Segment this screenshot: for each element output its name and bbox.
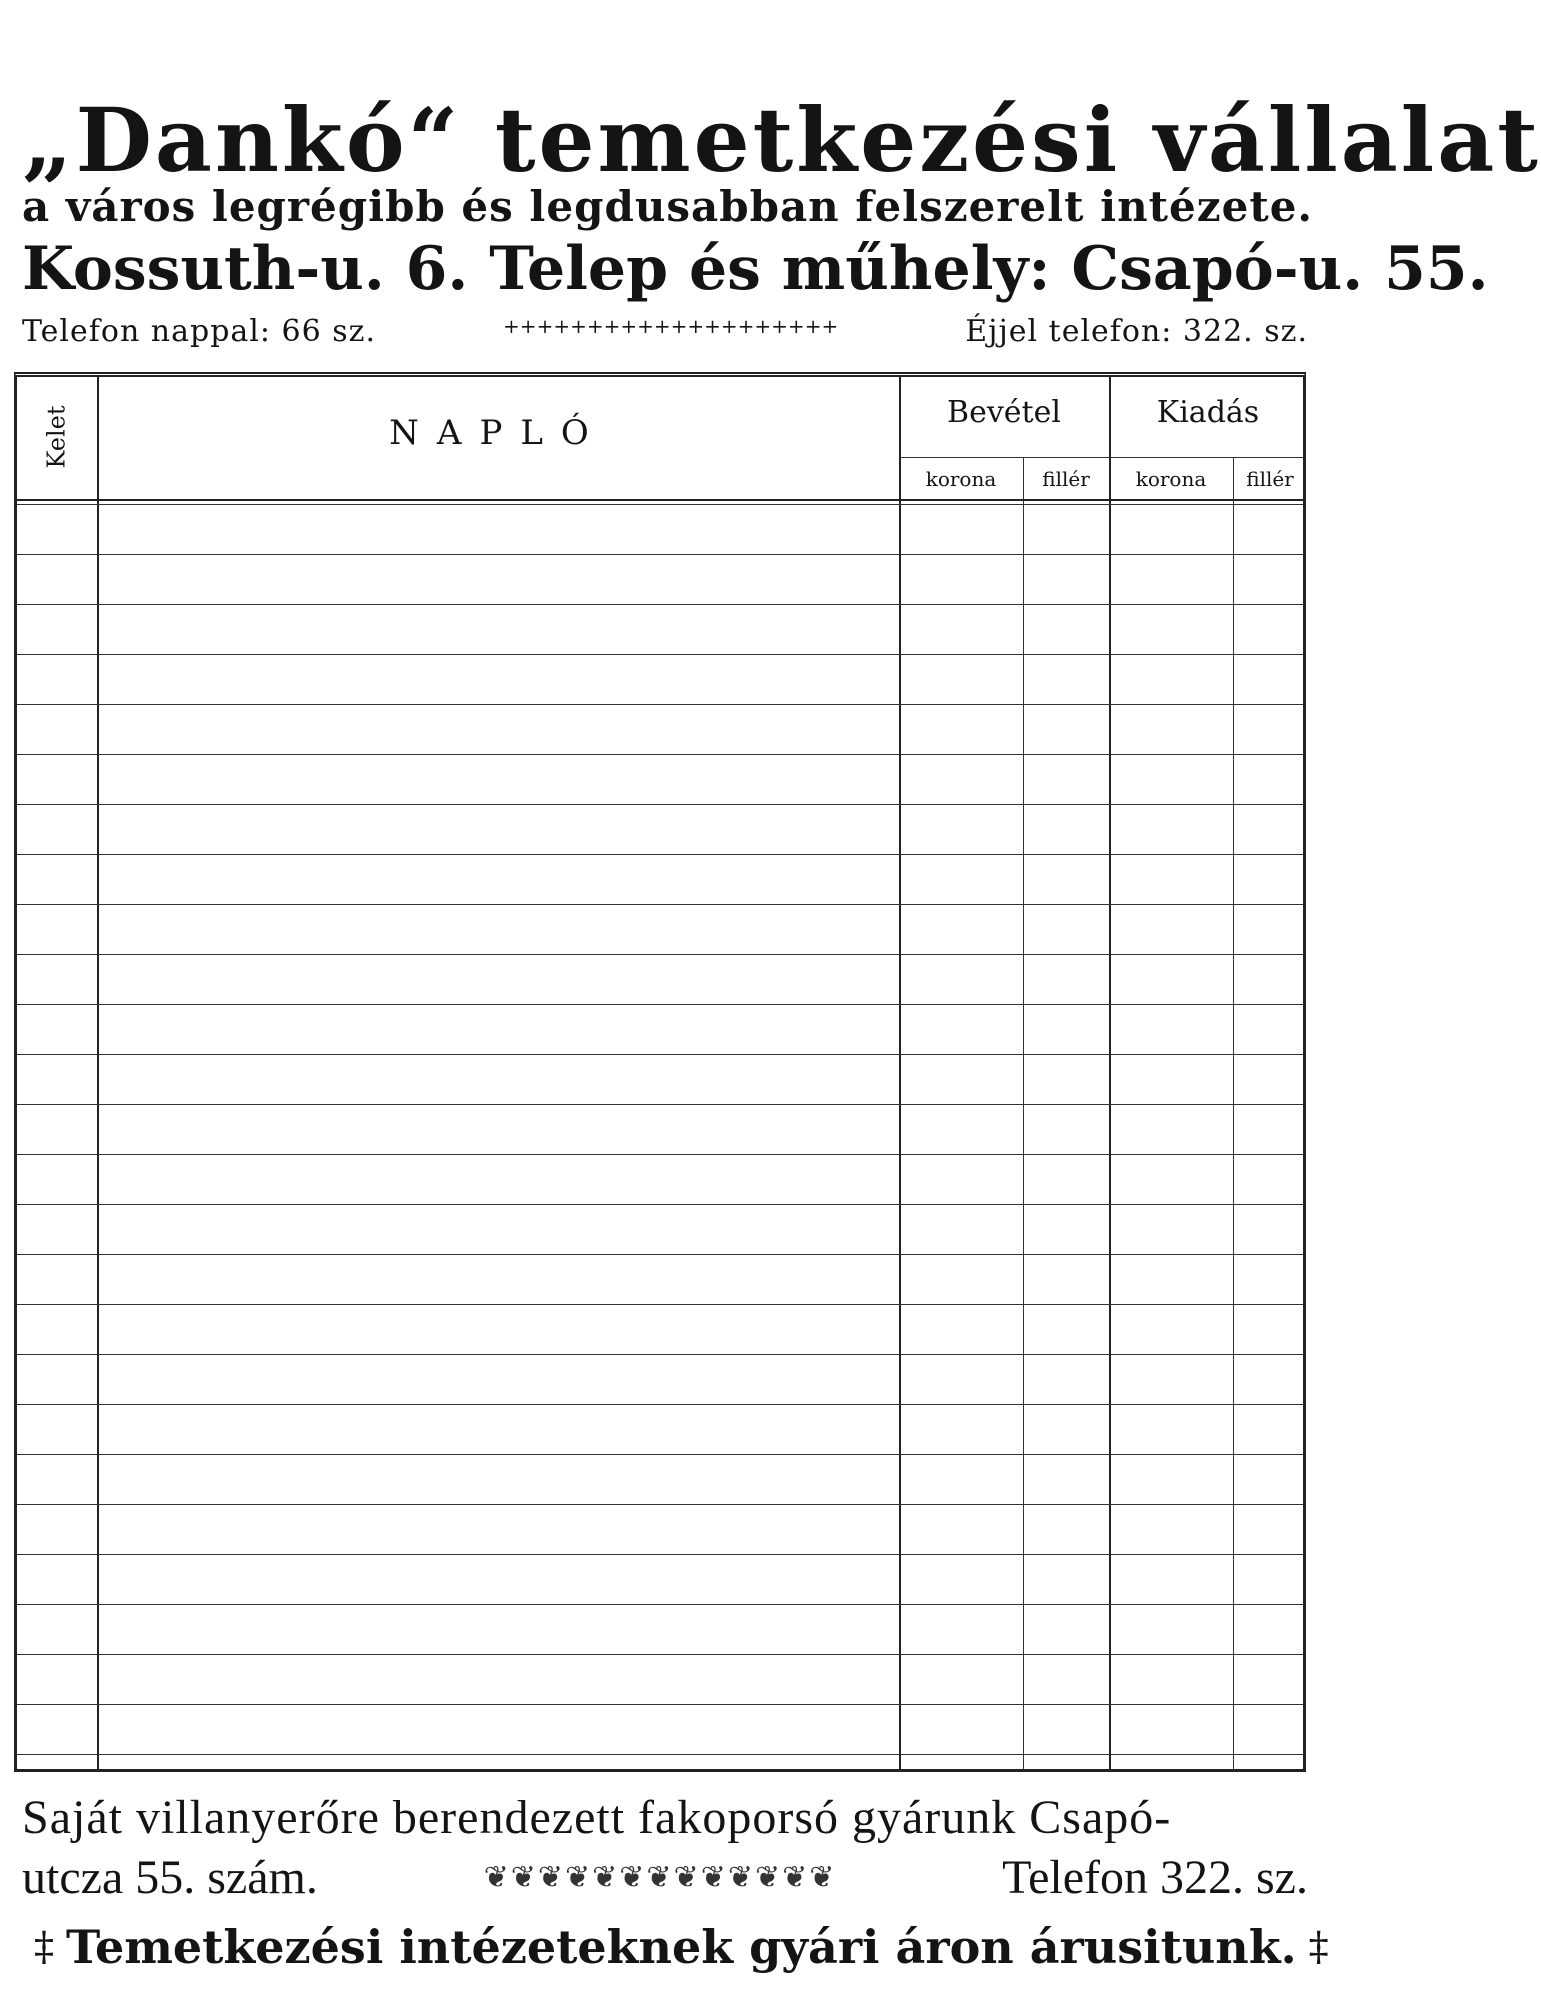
- income-korona-header: korona: [925, 467, 997, 491]
- footer-phone: Telefon 322. sz.: [1002, 1851, 1308, 1904]
- ledger-row-line: [17, 1254, 1303, 1255]
- ledger-row-line: [17, 1704, 1303, 1705]
- subheader-rule: [899, 457, 1303, 458]
- leaf-ornament: ❦❦❦❦❦❦❦❦❦❦❦❦❦: [483, 1861, 837, 1894]
- income-column-header: Bevétel: [947, 395, 1061, 430]
- ledger-row-line: [17, 554, 1303, 555]
- phone-line: [22, 314, 1308, 349]
- ledger-row-line: [17, 1604, 1303, 1605]
- company-title: „Dankó“ temetkezési vállalat: [22, 88, 1541, 192]
- expense-filler-header: fillér: [1246, 467, 1294, 491]
- ledger-row-line: [17, 1504, 1303, 1505]
- ledger-row-line: [17, 1404, 1303, 1405]
- ledger-row-line: [17, 854, 1303, 855]
- footer-contact-line: [22, 1850, 1308, 1905]
- ledger-row-line: [17, 1154, 1303, 1155]
- ledger-row-line: [17, 1204, 1303, 1205]
- phone-separator: ++++++++++++++++++++: [503, 314, 839, 338]
- ledger-row-line: [17, 1554, 1303, 1555]
- expense-column-header: Kiadás: [1156, 395, 1260, 430]
- dagger-right: ‡: [1308, 1924, 1329, 1970]
- footer-slogan: Temetkezési intézeteknek gyári áron árusitunk.: [66, 1920, 1297, 1974]
- column-divider: [97, 377, 99, 1769]
- ledger-row-line: [17, 754, 1303, 755]
- ledger-row-line: [17, 1304, 1303, 1305]
- dagger-left: ‡: [34, 1924, 54, 1970]
- ledger-row-line: [17, 1104, 1303, 1105]
- ledger-row-line: [17, 604, 1303, 605]
- column-divider: [899, 377, 901, 1769]
- ledger-row-line: [17, 654, 1303, 655]
- ledger-row-line: [17, 1004, 1303, 1005]
- ledger-row-line: [17, 704, 1303, 705]
- company-address: Kossuth-u. 6. Telep és műhely: Csapó-u. 55.: [22, 234, 1489, 304]
- footer-slogan-line: [22, 1920, 1329, 1974]
- company-subtitle: a város legrégibb és legdusabban felszerelt intézete.: [22, 182, 1314, 231]
- journal-column-header: NAPLÓ: [389, 413, 607, 453]
- ledger-row-line: [17, 1354, 1303, 1355]
- ledger-row-line: [17, 1054, 1303, 1055]
- income-filler-header: fillér: [1042, 467, 1090, 491]
- footer-factory-line: Saját villanyerőre berendezett fakoporsó gyárunk Csapó-: [22, 1791, 1172, 1844]
- column-divider: [1109, 377, 1111, 1769]
- ledger-row-line: [17, 1754, 1303, 1755]
- header-rule: [17, 499, 1303, 501]
- phone-night: Éjjel telefon: 322. sz.: [965, 314, 1308, 349]
- footer-street: utcza 55. szám.: [22, 1851, 318, 1904]
- date-column-header: Kelet: [42, 405, 71, 469]
- phone-day: Telefon nappal: 66 sz.: [22, 314, 376, 349]
- ledger-row-line: [17, 1454, 1303, 1455]
- ledger-row-line: [17, 904, 1303, 905]
- ledger-table: [14, 372, 1306, 1772]
- ledger-row-line: [17, 954, 1303, 955]
- ledger-row-line: [17, 1654, 1303, 1655]
- header-rule: [17, 504, 1303, 505]
- ledger-row-line: [17, 804, 1303, 805]
- expense-korona-header: korona: [1135, 467, 1207, 491]
